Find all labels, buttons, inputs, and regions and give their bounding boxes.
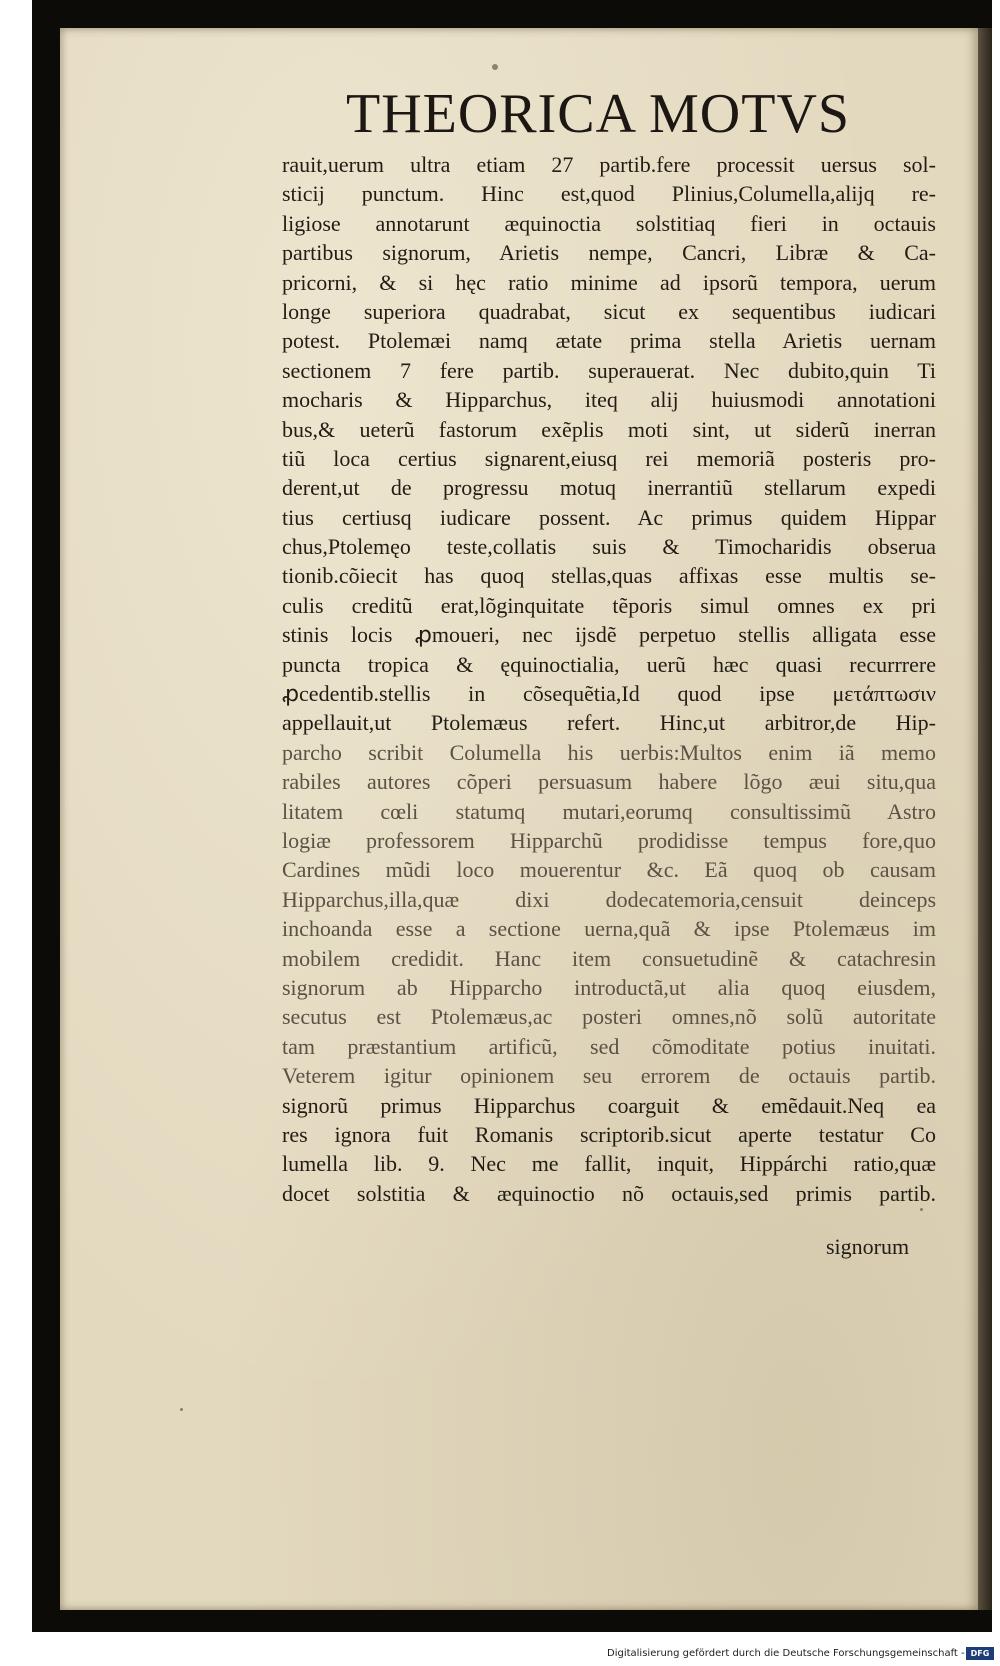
text-line: ꝓcedentib.stellis in cõsequẽtia,Id quod ipse μετάπτωσιν bbox=[282, 681, 936, 707]
text-line: tius certiusq iudicare possent. Ac primus quidem Hippar bbox=[282, 504, 936, 530]
text-line: longe superiora quadrabat, sicut ex sequentibus iudicari bbox=[282, 298, 936, 324]
text-line: bus,& ueterũ fastorum exẽplis moti sint, ut siderũ inerran bbox=[282, 416, 936, 442]
text-line: mobilem credidit. Hanc item consuetudinẽ & catachresin bbox=[282, 945, 936, 971]
text-line: Hipparchus,illa,quæ dixi dodecatemoria,censuit deinceps bbox=[282, 886, 936, 912]
text-line: Veterem igitur opinionem seu errorem de octauis partib. bbox=[282, 1063, 936, 1089]
text-line: tiũ loca certius signarent,eiusq rei memoriã posteris pro- bbox=[282, 445, 936, 471]
text-line: Cardines mũdi loco mouerentur &c. Eã quoq ob causam bbox=[282, 857, 936, 883]
text-line: tionib.cõiecit has quoq stellas,quas affixas esse multis se- bbox=[282, 563, 936, 589]
text-line: rabiles autores cõperi persuasum habere lõgo æui situ,qua bbox=[282, 769, 936, 795]
text-line: docet solstitia & æquinoctio nõ octauis,sed primis partib. bbox=[282, 1180, 936, 1206]
text-line: stinis locis ꝓmoueri, nec ijsdẽ perpetuo stellis alligata esse bbox=[282, 622, 936, 648]
dfg-logo: DFG bbox=[966, 1647, 994, 1660]
text-line: res ignora fuit Romanis scriptorib.sicut aperte testatur Co bbox=[282, 1121, 936, 1147]
text-line: ligiose annotarunt æquinoctia solstitiaq fieri in octauis bbox=[282, 210, 936, 236]
text-line: chus,Ptolemęo teste,collatis suis & Timocharidis obserua bbox=[282, 534, 936, 560]
paper-speck bbox=[180, 1408, 183, 1411]
text-line: lumella lib. 9. Nec me fallit, inquit, Hippárchi ratio,quæ bbox=[282, 1151, 936, 1177]
text-line: sticij punctum. Hinc est,quod Plinius,Columella,alijq re- bbox=[282, 181, 936, 207]
catchword: signorum bbox=[826, 1234, 910, 1259]
text-line: logiæ professorem Hipparchũ prodidisse tempus fore,quo bbox=[282, 827, 936, 853]
text-line: signorũ primus Hipparchus coarguit & emẽdauit.Neq ea bbox=[282, 1092, 936, 1118]
page-text bbox=[282, 150, 936, 1208]
text-line: partibus signorum, Arietis nempe, Cancri, Libræ & Ca- bbox=[282, 240, 936, 266]
text-line: parcho scribit Columella his uerbis:Multos enim iã memo bbox=[282, 739, 936, 765]
paper-speck bbox=[492, 64, 498, 70]
running-head: THEORICA MOTVS bbox=[346, 83, 851, 145]
text-line: litatem cœli statumq mutari,eorumq consultissimũ Astro bbox=[282, 798, 936, 824]
text-line: puncta tropica & ęquinoctialia, uerũ hæc quasi recurrrere bbox=[282, 651, 936, 677]
text-line: mocharis & Hipparchus, iteq alij huiusmodi annotationi bbox=[282, 387, 936, 413]
text-line: pricorni, & si hęc ratio minime ad ipsorũ tempora, uerum bbox=[282, 269, 936, 295]
text-line: tam præstantium artificũ, sed cõmoditate potius inuitati. bbox=[282, 1033, 936, 1059]
funding-note: Digitalisierung gefördert durch die Deutsche Forschungsgemeinschaft - bbox=[607, 1648, 965, 1659]
text-line: culis creditũ erat,lõginquitate tẽporis simul omnes ex pri bbox=[282, 592, 936, 618]
text-line: potest. Ptolemæi namq ætate prima stella Arietis uernam bbox=[282, 328, 936, 354]
paper-speck bbox=[920, 1208, 923, 1211]
text-line: rauit,uerum ultra etiam 27 partib.fere processit uersus sol- bbox=[282, 152, 936, 177]
text-line: sectionem 7 fere partib. superauerat. Nec dubito,quin Ti bbox=[282, 357, 936, 383]
text-line: secutus est Ptolemæus,ac posteri omnes,nõ solũ autoritate bbox=[282, 1004, 936, 1030]
text-line: signorum ab Hipparcho introductã,ut alia quoq eiusdem, bbox=[282, 974, 936, 1000]
text-line: inchoanda esse a sectione uerna,quã & ipse Ptolemæus im bbox=[282, 916, 936, 942]
text-line: derent,ut de progressu motuq inerrantiũ stellarum expedi bbox=[282, 475, 936, 501]
book-spine-edge bbox=[978, 28, 992, 1610]
text-line: appellauit,ut Ptolemæus refert. Hinc,ut arbitror,de Hip- bbox=[282, 710, 936, 736]
